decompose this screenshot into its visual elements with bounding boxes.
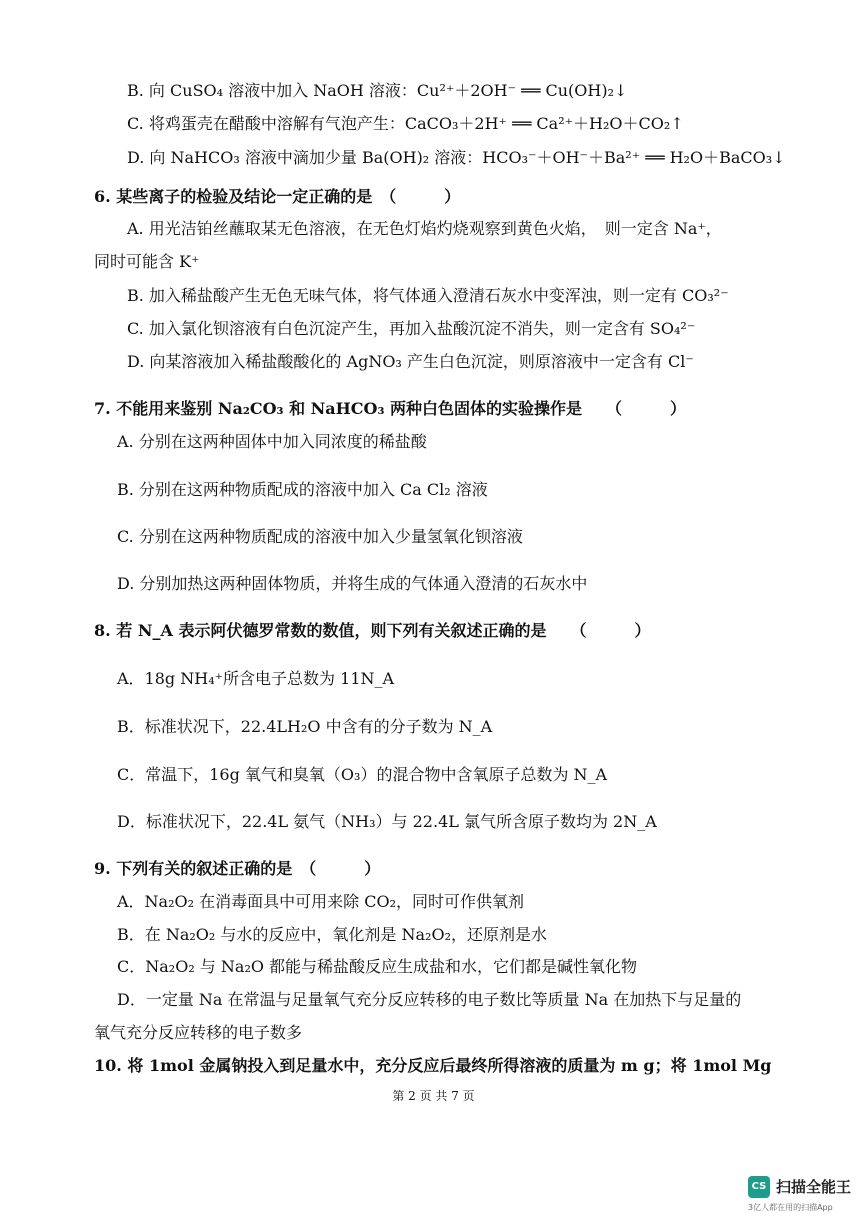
page-footer: 第 2 页 共 7 页 [392,1089,475,1103]
option-7b: B. 分别在这两种物质配成的溶液中加入 Ca Cl₂ 溶液 [117,480,488,499]
question-8-stem: 8. 若 N_A 表示阿伏德罗常数的数值，则下列有关叙述正确的是 （ ） [94,621,651,640]
option-8b: B．标准状况下，22.4LH₂O 中含有的分子数为 N_A [117,717,493,736]
question-10-stem: 10. 将 1mol 金属钠投入到足量水中，充分反应后最终所得溶液的质量为 m g；将 1mol Mg [94,1056,772,1075]
option-9c: C．Na₂O₂ 与 Na₂O 都能与稀盐酸反应生成盐和水，它们都是碱性氧化物 [117,957,638,976]
option-8d: D．标准状况下，22.4L 氨气（NH₃）与 22.4L 氯气所含原子数均为 2N_A [117,812,657,831]
option-9b: B．在 Na₂O₂ 与水的反应中，氧化剂是 Na₂O₂，还原剂是水 [117,925,547,944]
option-8a: A．18g NH₄⁺所含电子总数为 11N_A [117,669,395,688]
option-6a-cont: 同时可能含 K⁺ [94,252,200,271]
camscanner-icon: CS [748,1176,770,1198]
option-7d: D. 分别加热这两种固体物质，并将生成的气体通入澄清的石灰水中 [117,574,588,593]
option-9a: A．Na₂O₂ 在消毒面具中可用来除 CO₂，同时可作供氧剂 [117,892,524,911]
option-6a: A. 用光洁铂丝蘸取某无色溶液，在无色灯焰灼烧观察到黄色火焰， 则一定含 Na⁺， [127,219,722,238]
option-6c: C. 加入氯化钡溶液有白色沉淀产生，再加入盐酸沉淀不消失，则一定含有 SO₄²⁻ [127,319,696,338]
option-9d: D．一定量 Na 在常温与足量氧气充分反应转移的电子数比等质量 Na 在加热下与足量的 [117,990,742,1009]
question-9-stem: 9. 下列有关的叙述正确的是 （ ） [94,859,381,878]
option-5c: C. 将鸡蛋壳在醋酸中溶解有气泡产生：CaCO₃＋2H⁺ ══ Ca²⁺＋H₂O＋CO₂↑ [127,114,684,133]
option-9d-cont: 氧气充分反应转移的电子数多 [94,1023,303,1042]
watermark-sub: 3亿人都在用的扫描App [748,1203,833,1212]
option-7c: C. 分别在这两种物质配成的溶液中加入少量氢氧化钡溶液 [117,527,523,546]
question-7-stem: 7. 不能用来鉴别 Na₂CO₃ 和 NaHCO₃ 两种白色固体的实验操作是 （ ） [94,399,687,418]
option-6b: B. 加入稀盐酸产生无色无味气体，将气体通入澄清石灰水中变浑浊，则一定有 CO₃²⁻ [127,286,729,305]
option-5b: B. 向 CuSO₄ 溶液中加入 NaOH 溶液：Cu²⁺＋2OH⁻ ══ Cu(OH)₂↓ [127,81,628,100]
watermark-name: 扫描全能王 [776,1178,852,1196]
option-6d: D. 向某溶液加入稀盐酸酸化的 AgNO₃ 产生白色沉淀，则原溶液中一定含有 Cl⁻ [127,352,694,371]
option-7a: A. 分别在这两种固体中加入同浓度的稀盐酸 [117,432,427,451]
option-5d: D. 向 NaHCO₃ 溶液中滴加少量 Ba(OH)₂ 溶液：HCO₃⁻＋OH⁻＋Ba²⁺ ══ H₂O＋BaCO₃↓ [127,148,786,167]
option-8c: C．常温下，16g 氧气和臭氧（O₃）的混合物中含氧原子总数为 N_A [117,765,608,784]
question-6-stem: 6. 某些离子的检验及结论一定正确的是 （ ） [94,187,461,206]
